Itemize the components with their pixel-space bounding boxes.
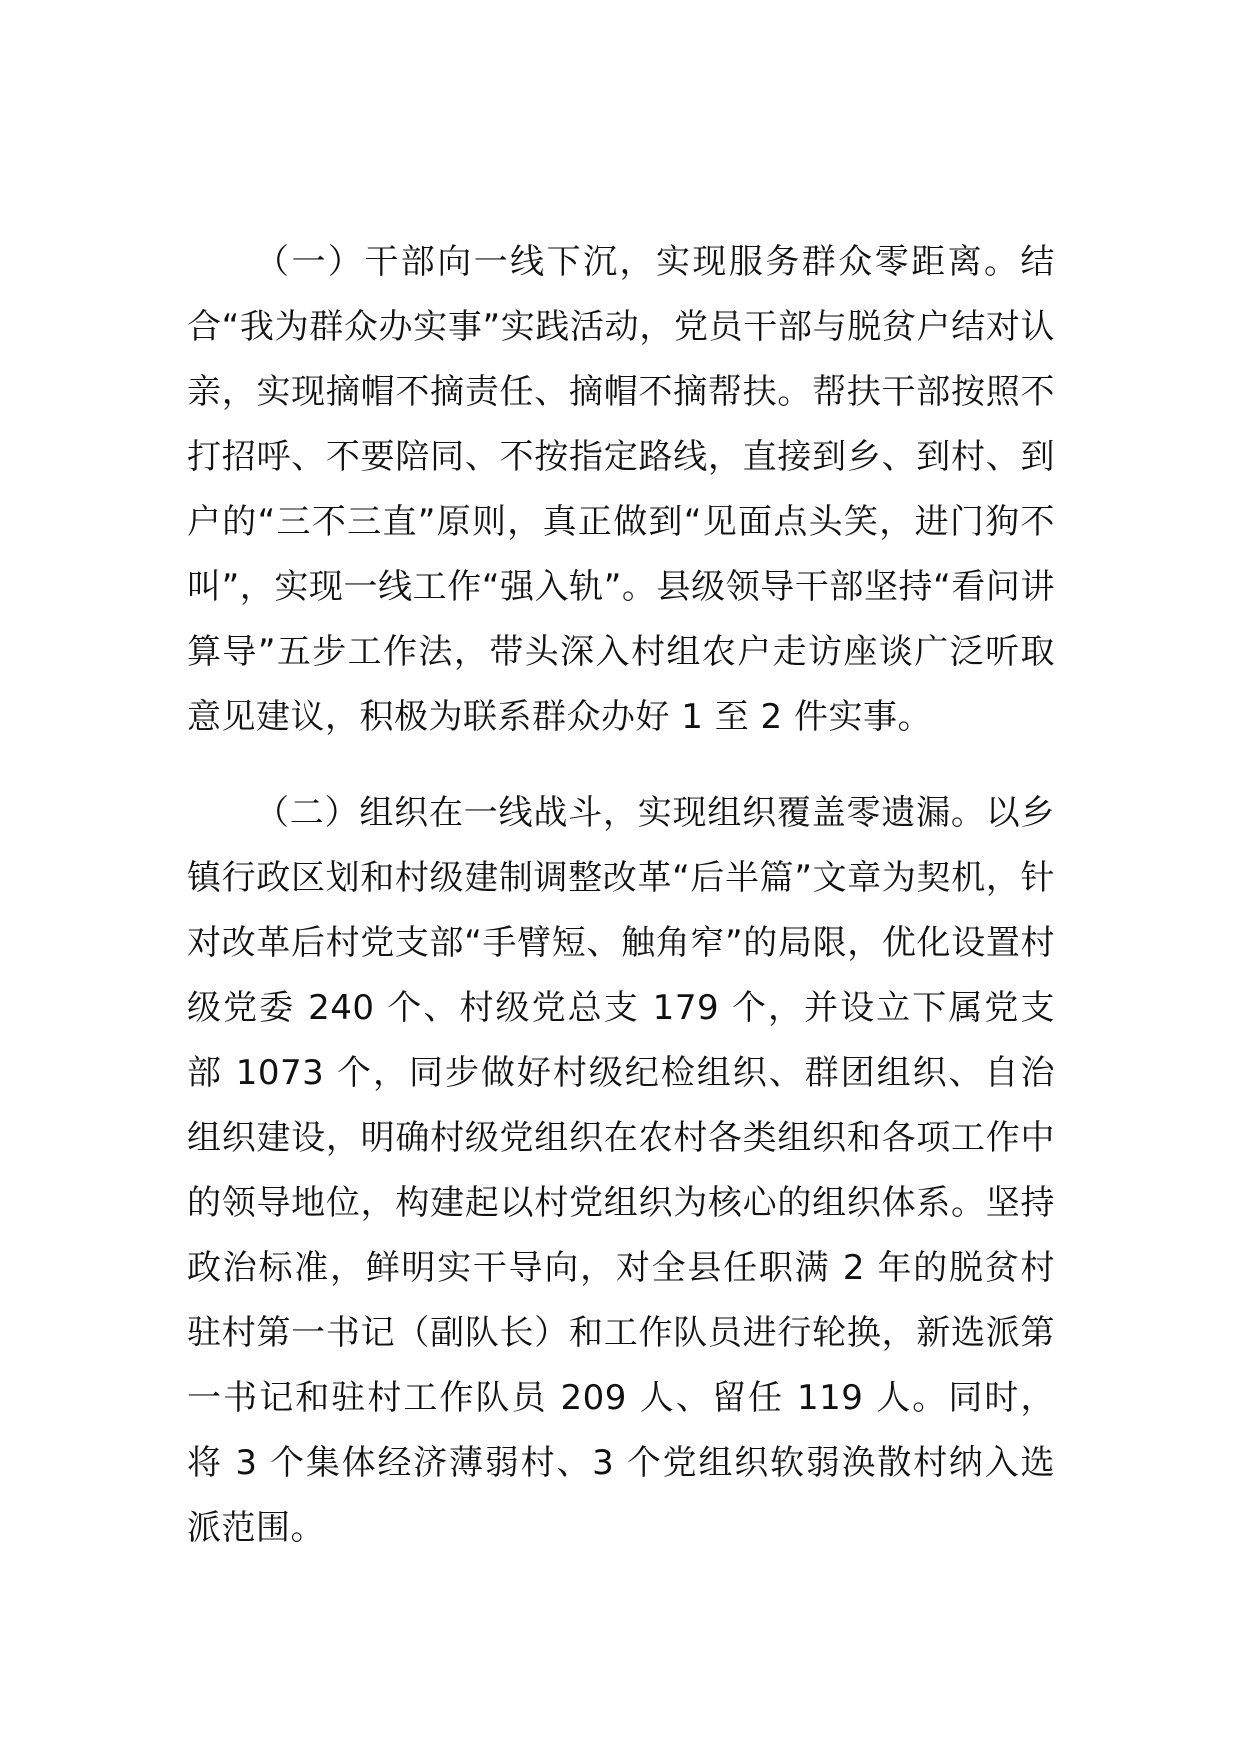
paragraph-cadres-sink-to-frontline: （一）干部向一线下沉，实现服务群众零距离。结合“我为群众办实事”实践活动，党员干部与脱贫户结对认亲，实现摘帽不摘责任、摘帽不摘帮扶。帮扶干部按照不打招呼、不要陪同、不按指定路线，直接到乡、到村、到户的“三不三直”原则，真正做到“见面点头笑，进门狗不叫”，实现一线工作“强入轨”。县级领导干部坚持“看问讲算导”五步工作法，带头深入村组农户走访座谈广泛听取意见建议，积极为联系群众办好 1 至 2 件实事。 bbox=[187, 242, 1055, 737]
paragraph-organization-fights-at-frontline: （二）组织在一线战斗，实现组织覆盖零遗漏。以乡镇行政区划和村级建制调整改革“后半篇”文章为契机，针对改革后村党支部“手臂短、触角窄”的局限，优化设置村级党委 240 个、村级党总支 179 个，并设立下属党支部 1073 个，同步做好村级纪检组织、群团组织、自治组织建设，明确村级党组织在农村各类组织和各项工作中的领导地位，构建起以村党组织为核心的组织体系。坚持政治标准，鲜明实干导向，对全县任职满 2 年的脱贫村驻村第一书记（副队长）和工作队员进行轮换，新选派第一书记和驻村工作队员 209 人、留任 119 人。同时，将 3 个集体经济薄弱村、3 个党组织软弱涣散村纳入选派范围。 bbox=[187, 793, 1055, 1548]
